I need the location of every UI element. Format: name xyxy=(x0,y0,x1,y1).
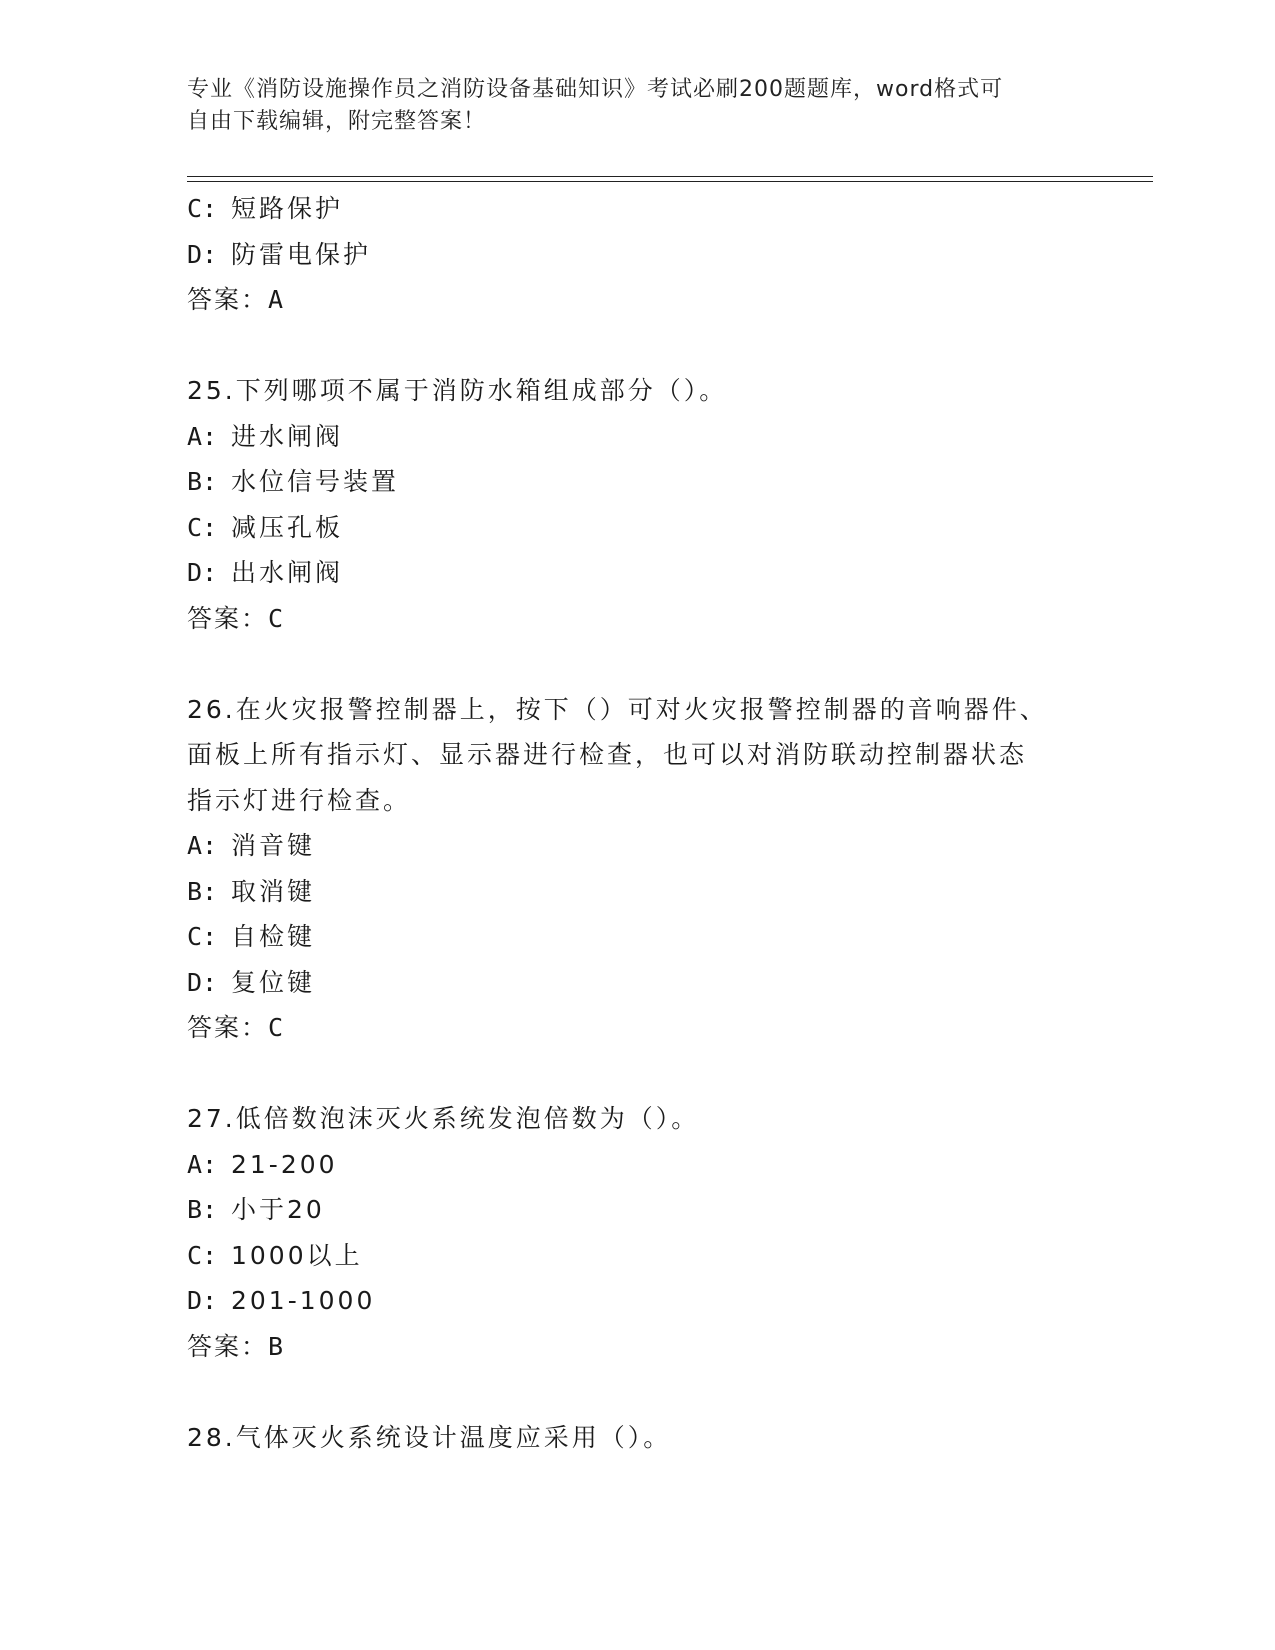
stem-line: 27.低倍数泡沫灭火系统发泡倍数为（）。 xyxy=(187,1104,700,1133)
stem-line: 25.下列哪项不属于消防水箱组成部分（）。 xyxy=(187,376,728,405)
option-d xyxy=(187,550,1067,596)
option-text: 1000以上 xyxy=(231,1240,363,1270)
option-text: 自检键 xyxy=(231,922,316,951)
option-a xyxy=(187,414,1067,460)
option-c xyxy=(187,1233,1067,1279)
question-stem xyxy=(187,368,1067,414)
stem-line: 指示灯进行检查。 xyxy=(187,785,412,815)
option-key: C: xyxy=(187,1240,218,1270)
option-a xyxy=(187,1142,1067,1188)
option-text: 取消键 xyxy=(231,876,316,906)
option-text: 减压孔板 xyxy=(231,512,344,542)
option-key: D: xyxy=(187,558,218,587)
option-c xyxy=(187,505,1067,551)
option-text: 21-200 xyxy=(231,1149,338,1179)
option-key: B: xyxy=(187,467,218,496)
option-d xyxy=(187,232,1067,278)
option-key: D: xyxy=(187,1286,218,1315)
spacer xyxy=(187,641,1067,687)
option-text: 复位键 xyxy=(231,967,316,997)
stem-line: 面板上所有指示灯、显示器进行检查，也可以对消防联动控制器状态 xyxy=(187,740,1028,769)
answer-line: 答案：A xyxy=(187,285,286,314)
spacer xyxy=(187,323,1067,369)
option-key: C: xyxy=(187,194,218,223)
option-c xyxy=(187,914,1067,960)
question-stem xyxy=(187,1096,1067,1142)
option-a xyxy=(187,823,1067,869)
option-text: 进水闸阀 xyxy=(231,421,344,451)
question-stem xyxy=(187,1415,1067,1461)
option-d xyxy=(187,960,1067,1006)
header-divider-bottom xyxy=(187,181,1153,182)
option-text: 小于20 xyxy=(231,1195,325,1224)
answer-line: 答案：B xyxy=(187,1331,286,1361)
option-b xyxy=(187,1187,1067,1233)
option-key: B: xyxy=(187,1195,218,1224)
question-25 xyxy=(187,368,1067,641)
stem-line: 28.气体灭火系统设计温度应采用（）。 xyxy=(187,1422,672,1452)
option-text: 出水闸阀 xyxy=(231,558,344,587)
option-text: 消音键 xyxy=(231,831,316,860)
option-key: D: xyxy=(187,967,218,997)
header-title-line-2: 自由下载编辑，附完整答案！ xyxy=(187,109,487,134)
spacer xyxy=(187,1369,1067,1415)
question-26 xyxy=(187,687,1067,1051)
document-header xyxy=(187,74,1067,138)
option-b xyxy=(187,869,1067,915)
option-key: A: xyxy=(187,1149,218,1179)
option-key: A: xyxy=(187,831,218,860)
question-28 xyxy=(187,1415,1067,1461)
spacer xyxy=(187,1051,1067,1097)
answer-line: 答案：C xyxy=(187,603,286,633)
option-text: 短路保护 xyxy=(231,194,344,223)
option-text: 防雷电保护 xyxy=(231,239,372,269)
question-stem xyxy=(187,687,1067,824)
option-key: C: xyxy=(187,512,218,542)
header-divider-top xyxy=(187,176,1153,177)
stem-line: 26.在火灾报警控制器上，按下（）可对火灾报警控制器的音响器件、 xyxy=(187,694,1048,724)
option-key: B: xyxy=(187,876,218,906)
option-text: 201-1000 xyxy=(231,1286,376,1315)
answer-line: 答案：C xyxy=(187,1013,286,1042)
option-key: A: xyxy=(187,421,218,451)
option-d xyxy=(187,1278,1067,1324)
option-key: C: xyxy=(187,922,218,951)
question-body xyxy=(187,186,1067,1460)
option-b xyxy=(187,459,1067,505)
question-27 xyxy=(187,1096,1067,1369)
continued-question xyxy=(187,186,1067,323)
option-key: D: xyxy=(187,239,218,269)
option-text: 水位信号装置 xyxy=(231,467,400,496)
option-c xyxy=(187,186,1067,232)
header-title-line-1: 专业《消防设施操作员之消防设备基础知识》考试必刷200题题库，word格式可 xyxy=(187,77,1004,102)
